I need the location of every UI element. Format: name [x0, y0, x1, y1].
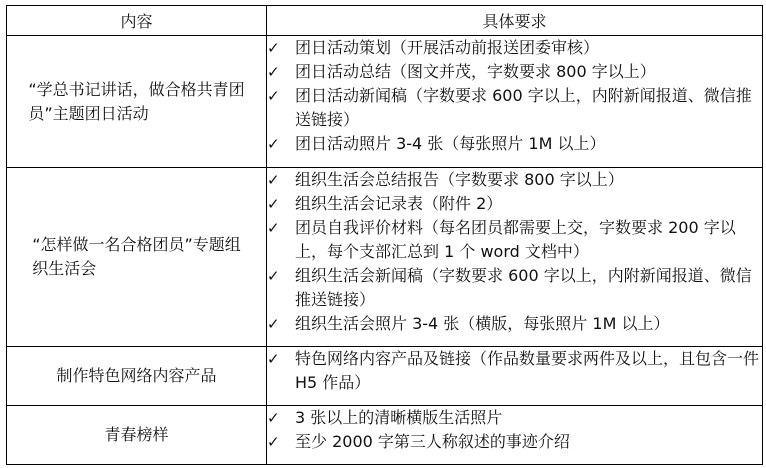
requirement-item — [267, 168, 762, 192]
check-icon: ✓ — [267, 409, 280, 427]
check-icon: ✓ — [267, 219, 280, 237]
requirements-cell — [267, 347, 763, 406]
requirements-cell — [267, 36, 763, 168]
requirement-item — [267, 132, 762, 156]
requirements-table — [6, 5, 763, 465]
content-text — [56, 364, 216, 388]
requirement-text: 至少 2000 字第三人称叙述的事迹介绍 — [295, 432, 570, 451]
requirements-cell — [267, 168, 763, 347]
content-text — [32, 233, 241, 281]
requirement-text: 组织生活会记录表（附件 2） — [295, 194, 503, 213]
content-line: 员”主题团日活动 — [28, 103, 149, 123]
requirement-text: 团日活动照片 3-4 张（每张照片 1M 以上） — [295, 134, 606, 153]
table-row — [7, 406, 763, 465]
table-header-row — [7, 6, 763, 36]
content-text — [104, 423, 168, 447]
content-cell — [7, 347, 267, 406]
content-cell — [7, 406, 267, 465]
requirements-list — [267, 36, 762, 156]
requirement-item — [267, 312, 762, 336]
requirement-text: 3 张以上的清晰横版生活照片 — [295, 408, 503, 427]
requirement-item — [267, 84, 762, 132]
requirement-item — [267, 264, 762, 312]
requirement-text: 团日活动总结（图文并茂，字数要求 800 字以上） — [295, 62, 656, 81]
requirement-text: 团员自我评价材料（每名团员都需要上交，字数要求 200 字以上，每个支部汇总到 1 个 word 文档中） — [295, 218, 736, 261]
requirements-list — [267, 347, 762, 395]
content-line: 织生活会 — [32, 259, 97, 278]
check-icon: ✓ — [267, 195, 280, 213]
requirements-list — [267, 168, 762, 336]
requirement-item — [267, 36, 762, 60]
header-requirements: 具体要求 — [267, 6, 763, 36]
table-row — [7, 168, 763, 347]
requirements-cell — [267, 406, 763, 465]
requirement-item — [267, 406, 762, 430]
check-icon: ✓ — [267, 63, 280, 81]
requirement-item — [267, 430, 762, 454]
requirement-text: 组织生活会总结报告（字数要求 800 字以上） — [295, 170, 624, 189]
table-row — [7, 347, 763, 406]
requirement-text: 团日活动新闻稿（字数要求 600 字以上，内附新闻报道、微信推送链接） — [295, 86, 752, 129]
check-icon: ✓ — [267, 87, 280, 105]
check-icon: ✓ — [267, 171, 280, 189]
check-icon: ✓ — [267, 267, 280, 285]
requirement-text: 组织生活会新闻稿（字数要求 600 字以上，内附新闻报道、微信推送链接） — [295, 266, 752, 309]
check-icon: ✓ — [267, 433, 280, 451]
content-line: “怎样做一名合格团员”专题组 — [32, 235, 241, 254]
content-line: 青春榜样 — [104, 425, 169, 444]
content-cell — [7, 36, 267, 168]
requirement-text: 组织生活会照片 3-4 张（横版，每张照片 1M 以上） — [295, 314, 670, 333]
content-line: “学总书记讲话，做合格共青团 — [28, 79, 245, 99]
check-icon: ✓ — [267, 315, 280, 333]
requirement-text: 特色网络内容产品及链接（作品数量要求两件及以上，且包含一件 H5 作品） — [295, 349, 760, 392]
content-cell — [7, 168, 267, 347]
content-line: 制作特色网络内容产品 — [56, 366, 217, 385]
table-row — [7, 36, 763, 168]
content-text — [28, 78, 244, 126]
requirement-item — [267, 192, 762, 216]
requirement-item — [267, 60, 762, 84]
check-icon: ✓ — [267, 39, 280, 57]
requirement-text: 团日活动策划（开展活动前报送团委审核） — [295, 38, 600, 57]
header-content: 内容 — [7, 6, 267, 36]
requirements-list — [267, 406, 762, 454]
check-icon: ✓ — [267, 350, 280, 368]
requirement-item — [267, 347, 762, 395]
requirement-item — [267, 216, 762, 264]
check-icon: ✓ — [267, 135, 280, 153]
